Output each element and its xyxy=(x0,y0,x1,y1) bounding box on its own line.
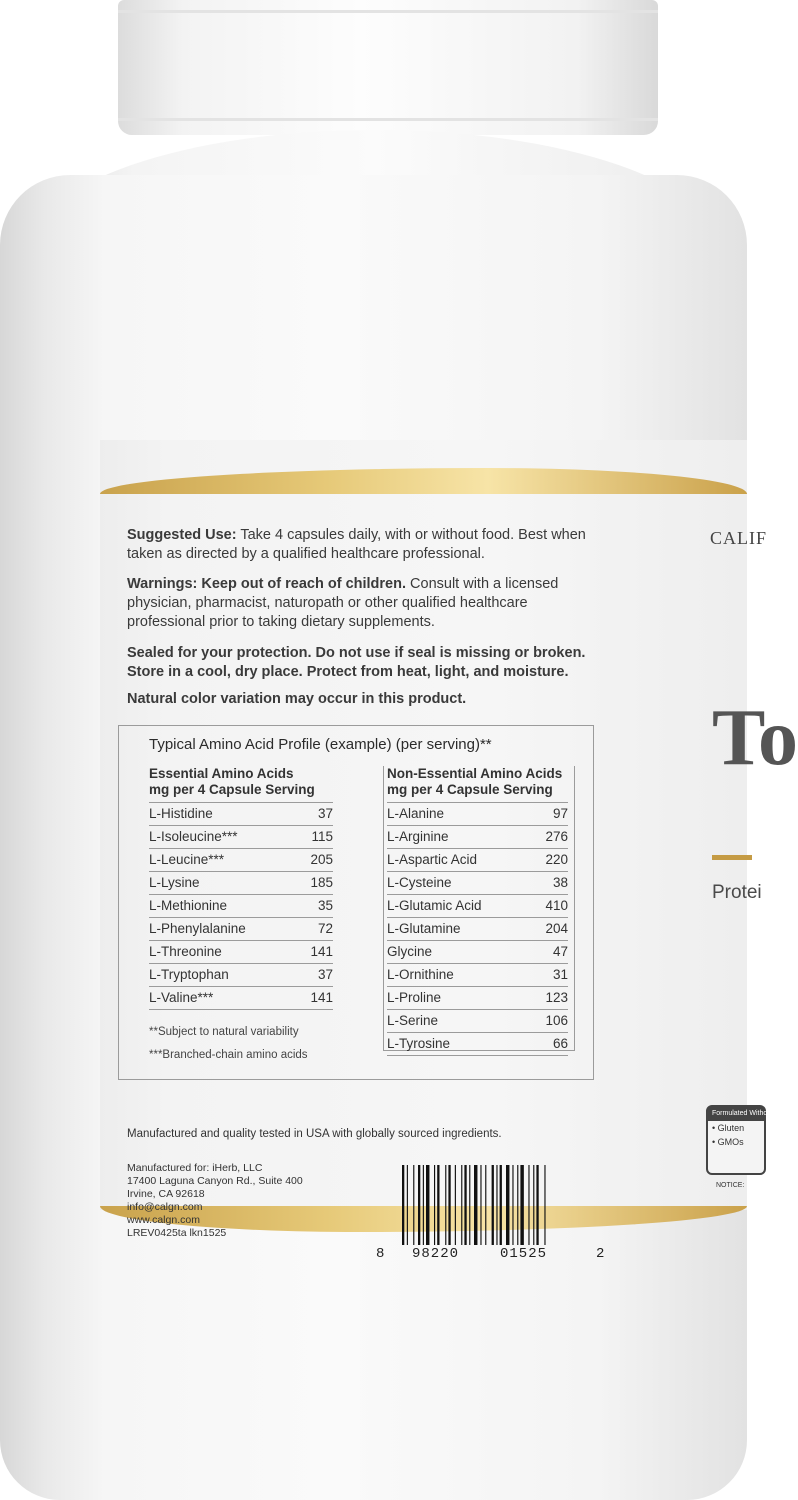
table-row xyxy=(387,1033,568,1056)
barcode-bar xyxy=(402,1165,404,1245)
sealed-note: Sealed for your protection. Do not use if seal is missing or broken. Store in a cool, dry place. Protect from heat, light, and moisture. xyxy=(127,645,586,680)
barcode-bar xyxy=(480,1165,481,1245)
amino-mg: 31 xyxy=(552,967,568,982)
amino-name: L-Cysteine xyxy=(387,875,452,890)
product-subtitle-partial: Protei xyxy=(712,882,762,903)
address-line: 17400 Laguna Canyon Rd., Suite 400 xyxy=(127,1175,303,1187)
amino-acid-table xyxy=(118,725,594,1080)
barcode-digit-last: 2 xyxy=(596,1246,606,1262)
manufacturer-address xyxy=(127,1162,303,1240)
amino-name: L-Histidine xyxy=(149,806,213,821)
notice-text: NOTICE: xyxy=(716,1182,745,1189)
amino-name: L-Arginine xyxy=(387,829,449,844)
brand-gold-rule xyxy=(712,855,752,860)
amino-name: L-Lysine xyxy=(149,875,200,890)
manufactured-tested-line: Manufactured and quality tested in USA with globally sourced ingredients. xyxy=(127,1128,502,1140)
amino-mg: 123 xyxy=(545,990,568,1005)
table-row xyxy=(149,826,333,849)
address-line: www.calgn.com xyxy=(127,1214,200,1226)
non-essential-heading-line2: mg per 4 Capsule Serving xyxy=(387,782,553,797)
amino-name: L-Proline xyxy=(387,990,442,1005)
bottle-cap xyxy=(118,0,658,135)
amino-name: L-Glutamine xyxy=(387,921,461,936)
table-row xyxy=(149,895,333,918)
amino-name: L-Methionine xyxy=(149,898,228,913)
amino-name: L-Glutamic Acid xyxy=(387,898,482,913)
amino-name: L-Tyrosine xyxy=(387,1036,451,1051)
barcode-bar xyxy=(474,1165,477,1245)
barcode-digits-right: 01525 xyxy=(500,1246,548,1262)
amino-name: L-Ornithine xyxy=(387,967,454,982)
barcode-bar xyxy=(455,1165,456,1245)
amino-name: L-Tryptophan xyxy=(149,967,229,982)
barcode-digits-left: 98220 xyxy=(412,1246,460,1262)
product-title-partial: To xyxy=(712,694,798,782)
table-row xyxy=(149,872,333,895)
amino-name: L-Aspartic Acid xyxy=(387,852,478,867)
amino-name: L-Leucine*** xyxy=(149,852,225,867)
amino-name: L-Serine xyxy=(387,1013,439,1028)
table-row xyxy=(387,941,568,964)
address-line: Manufactured for: iHerb, LLC xyxy=(127,1162,263,1174)
table-row xyxy=(387,895,568,918)
barcode-digit-first: 8 xyxy=(376,1246,386,1262)
barcode-bar xyxy=(448,1165,450,1245)
barcode-bar xyxy=(492,1165,494,1245)
barcode-bar xyxy=(461,1165,462,1245)
barcode-bar xyxy=(464,1165,466,1245)
barcode-icon xyxy=(398,1165,588,1245)
amino-mg: 115 xyxy=(311,829,333,844)
essential-column xyxy=(149,766,333,1010)
warnings-text: Consult with a licensed physician, pharmacist, naturopath or other qualified healthcare professional prior to taking dietary supplements. xyxy=(127,576,559,630)
amino-mg: 97 xyxy=(552,806,568,821)
essential-heading-line2: mg per 4 Capsule Serving xyxy=(149,782,315,797)
amino-name: Glycine xyxy=(387,944,433,959)
table-row xyxy=(387,987,568,1010)
suggested-use-text: Take 4 capsules daily, with or without food. Best when taken as directed by a qualified healthcare professional. xyxy=(127,527,586,562)
barcode-bar xyxy=(533,1165,534,1245)
amino-mg: 37 xyxy=(317,806,333,821)
barcode-bar xyxy=(426,1165,429,1245)
footnote-bcaa: ***Branched-chain amino acids xyxy=(149,1049,308,1061)
barcode-bar xyxy=(544,1165,545,1245)
free-item-gluten: • Gluten xyxy=(712,1123,745,1133)
amino-table-title: Typical Amino Acid Profile (example) (per serving)** xyxy=(149,736,492,753)
amino-mg: 185 xyxy=(310,875,333,890)
address-line: LREV0425ta lkn1525 xyxy=(127,1227,227,1239)
barcode-bar xyxy=(469,1165,470,1245)
table-row xyxy=(387,872,568,895)
barcode-bar xyxy=(413,1165,414,1245)
formulated-without-heading: Formulated Without xyxy=(708,1107,764,1121)
barcode-bar xyxy=(423,1165,424,1245)
barcode-bar xyxy=(517,1165,518,1245)
amino-mg: 220 xyxy=(545,852,568,867)
table-row xyxy=(387,826,568,849)
amino-name: L-Valine*** xyxy=(149,990,214,1005)
barcode-bar xyxy=(528,1165,529,1245)
amino-name: L-Phenylalanine xyxy=(149,921,246,936)
amino-name: L-Threonine xyxy=(149,944,222,959)
barcode-bar xyxy=(536,1165,538,1245)
barcode-bar xyxy=(434,1165,435,1245)
brand-name-partial: CALIF xyxy=(710,528,768,548)
address-line: Irvine, CA 92618 xyxy=(127,1188,205,1200)
amino-mg: 37 xyxy=(317,967,333,982)
amino-name: L-Alanine xyxy=(387,806,445,821)
free-item-gmos: • GMOs xyxy=(712,1137,744,1147)
barcode-bar xyxy=(520,1165,523,1245)
amino-mg: 141 xyxy=(310,990,333,1005)
color-note: Natural color variation may occur in this product. xyxy=(127,691,467,707)
amino-mg: 141 xyxy=(310,944,333,959)
table-row xyxy=(149,918,333,941)
amino-mg: 205 xyxy=(310,852,333,867)
amino-name: L-Isoleucine*** xyxy=(149,829,238,844)
warnings xyxy=(127,575,597,632)
suggested-use-heading: Suggested Use: xyxy=(127,527,237,543)
suggested-use xyxy=(127,526,597,564)
formulated-without-badge xyxy=(706,1105,774,1175)
amino-mg: 106 xyxy=(545,1013,568,1028)
non-essential-heading xyxy=(387,766,568,803)
table-row xyxy=(149,803,333,826)
table-row xyxy=(149,964,333,987)
non-essential-heading-line1: Non-Essential Amino Acids xyxy=(387,766,563,781)
amino-mg: 204 xyxy=(545,921,568,936)
warnings-heading: Warnings: Keep out of reach of children. xyxy=(127,576,407,592)
barcode-bar xyxy=(485,1165,486,1245)
non-essential-column xyxy=(383,766,575,1051)
footnote-variability: **Subject to natural variability xyxy=(149,1026,299,1038)
amino-mg: 276 xyxy=(545,829,568,844)
table-row xyxy=(387,803,568,826)
barcode-bar xyxy=(496,1165,497,1245)
barcode-bar xyxy=(418,1165,420,1245)
table-row xyxy=(149,987,333,1010)
table-row xyxy=(387,918,568,941)
table-row xyxy=(149,849,333,872)
amino-mg: 47 xyxy=(552,944,568,959)
essential-heading xyxy=(149,766,333,803)
barcode-bar xyxy=(407,1165,408,1245)
table-row xyxy=(387,964,568,987)
table-row xyxy=(149,941,333,964)
amino-mg: 38 xyxy=(552,875,568,890)
barcode-bar xyxy=(445,1165,446,1245)
barcode-bar xyxy=(506,1165,509,1245)
barcode-bar xyxy=(500,1165,502,1245)
barcode-bar xyxy=(437,1165,439,1245)
table-row xyxy=(387,849,568,872)
essential-heading-line1: Essential Amino Acids xyxy=(149,766,294,781)
barcode-bar xyxy=(512,1165,513,1245)
address-line: info@calgn.com xyxy=(127,1201,203,1213)
amino-mg: 72 xyxy=(317,921,333,936)
amino-mg: 66 xyxy=(552,1036,568,1051)
amino-mg: 35 xyxy=(317,898,333,913)
table-row xyxy=(387,1010,568,1033)
amino-mg: 410 xyxy=(545,898,568,913)
